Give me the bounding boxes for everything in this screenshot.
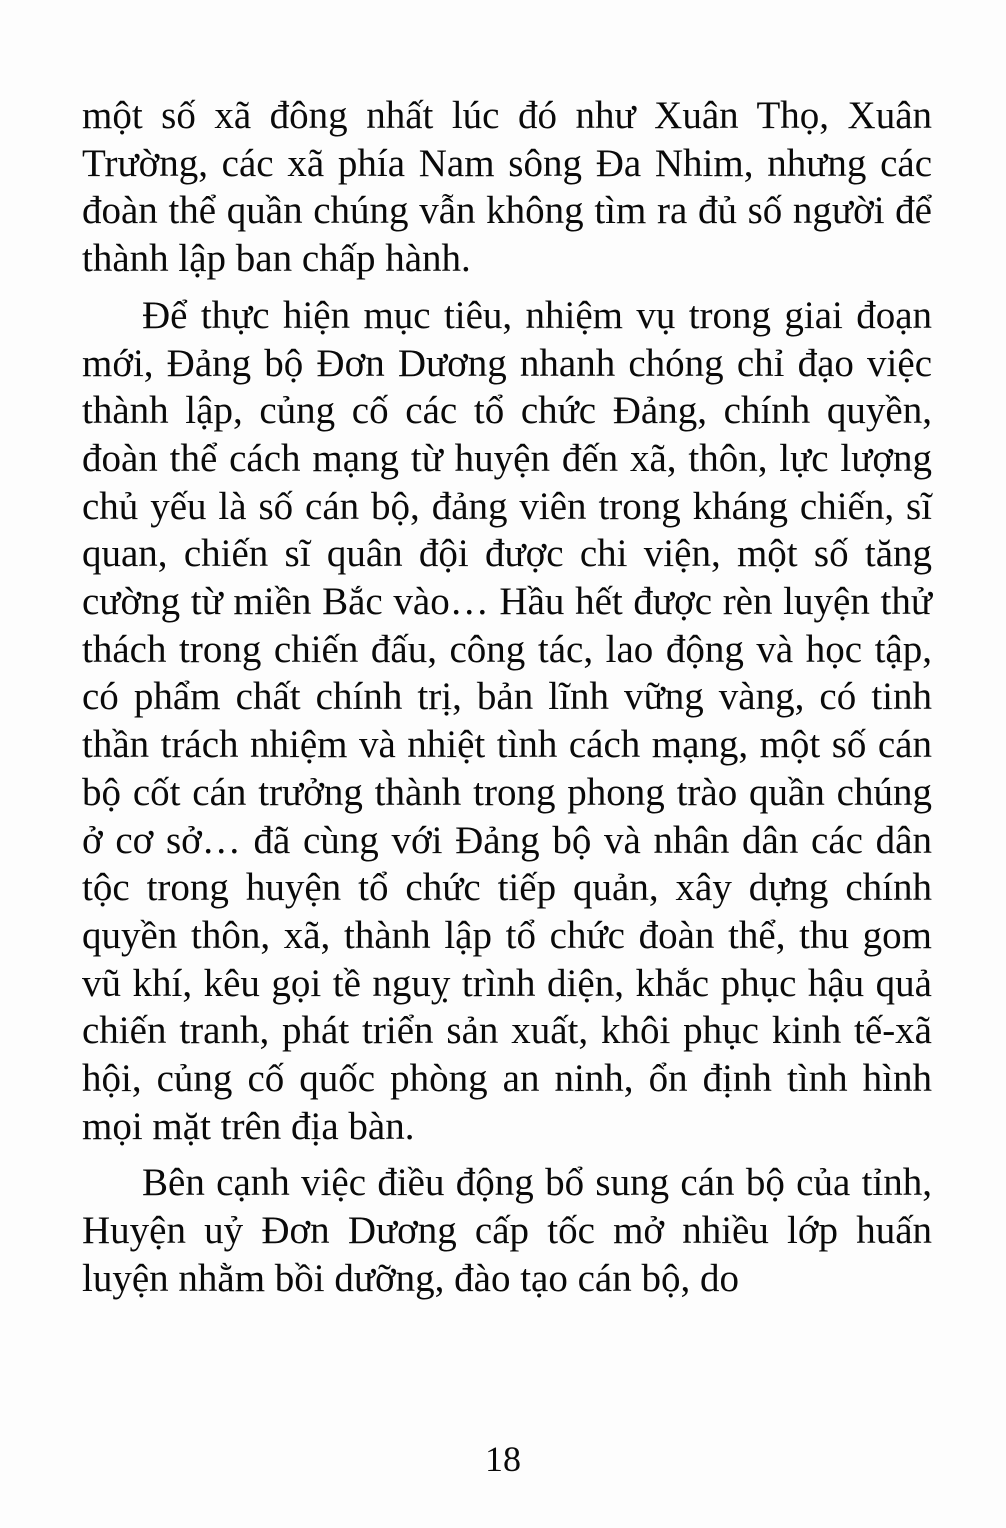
paragraph: Để thực hiện mục tiêu, nhiệm vụ trong giai đoạn mới, Đảng bộ Đơn Dương nhanh chóng chỉ đạo việc thành lập, củng cố các tổ chức Đảng, chính quyền, đoàn thể cách mạng từ huyện đến xã, thôn, lực lượng chủ yếu là số cán bộ, đảng viên trong kháng chiến, sĩ quan, chiến sĩ quân đội được chi viện, một số tăng cường từ miền Bắc vào… Hầu hết được rèn luyện thử thách trong chiến đấu, công tác, lao động và học tập, có phẩm chất chính trị, bản lĩnh vững vàng, có tinh thần trách nhiệm và nhiệt tình cách mạng, một số cán bộ cốt cán trưởng thành trong phong trào quần chúng ở cơ sở… đã cùng với Đảng bộ và nhân dân các dân tộc trong huyện tổ chức tiếp quản, xây dựng chính quyền thôn, xã, thành lập tổ chức đoàn thể, thu gom vũ khí, kêu gọi tề nguỵ trình diện, khắc phục hậu quả chiến tranh, phát triển sản xuất, khôi phục kinh tế-xã hội, củng cố quốc phòng an ninh, ổn định tình hình mọi mặt trên địa bàn.	[82, 293, 932, 1148]
page-number: 18	[485, 1439, 521, 1479]
paragraph: Bên cạnh việc điều động bổ sung cán bộ của tỉnh, Huyện uỷ Đơn Dương cấp tốc mở nhiều lớp huấn luyện nhằm bồi dưỡng, đào tạo cán bộ, do	[82, 1161, 932, 1300]
body-text	[82, 92, 932, 1303]
paragraph-continuation: một số xã đông nhất lúc đó như Xuân Thọ, Xuân Trường, các xã phía Nam sông Đa Nhim, nhưng các đoàn thể quần chúng vẫn không tìm ra đủ số người để thành lập ban chấp hành.	[82, 94, 932, 281]
